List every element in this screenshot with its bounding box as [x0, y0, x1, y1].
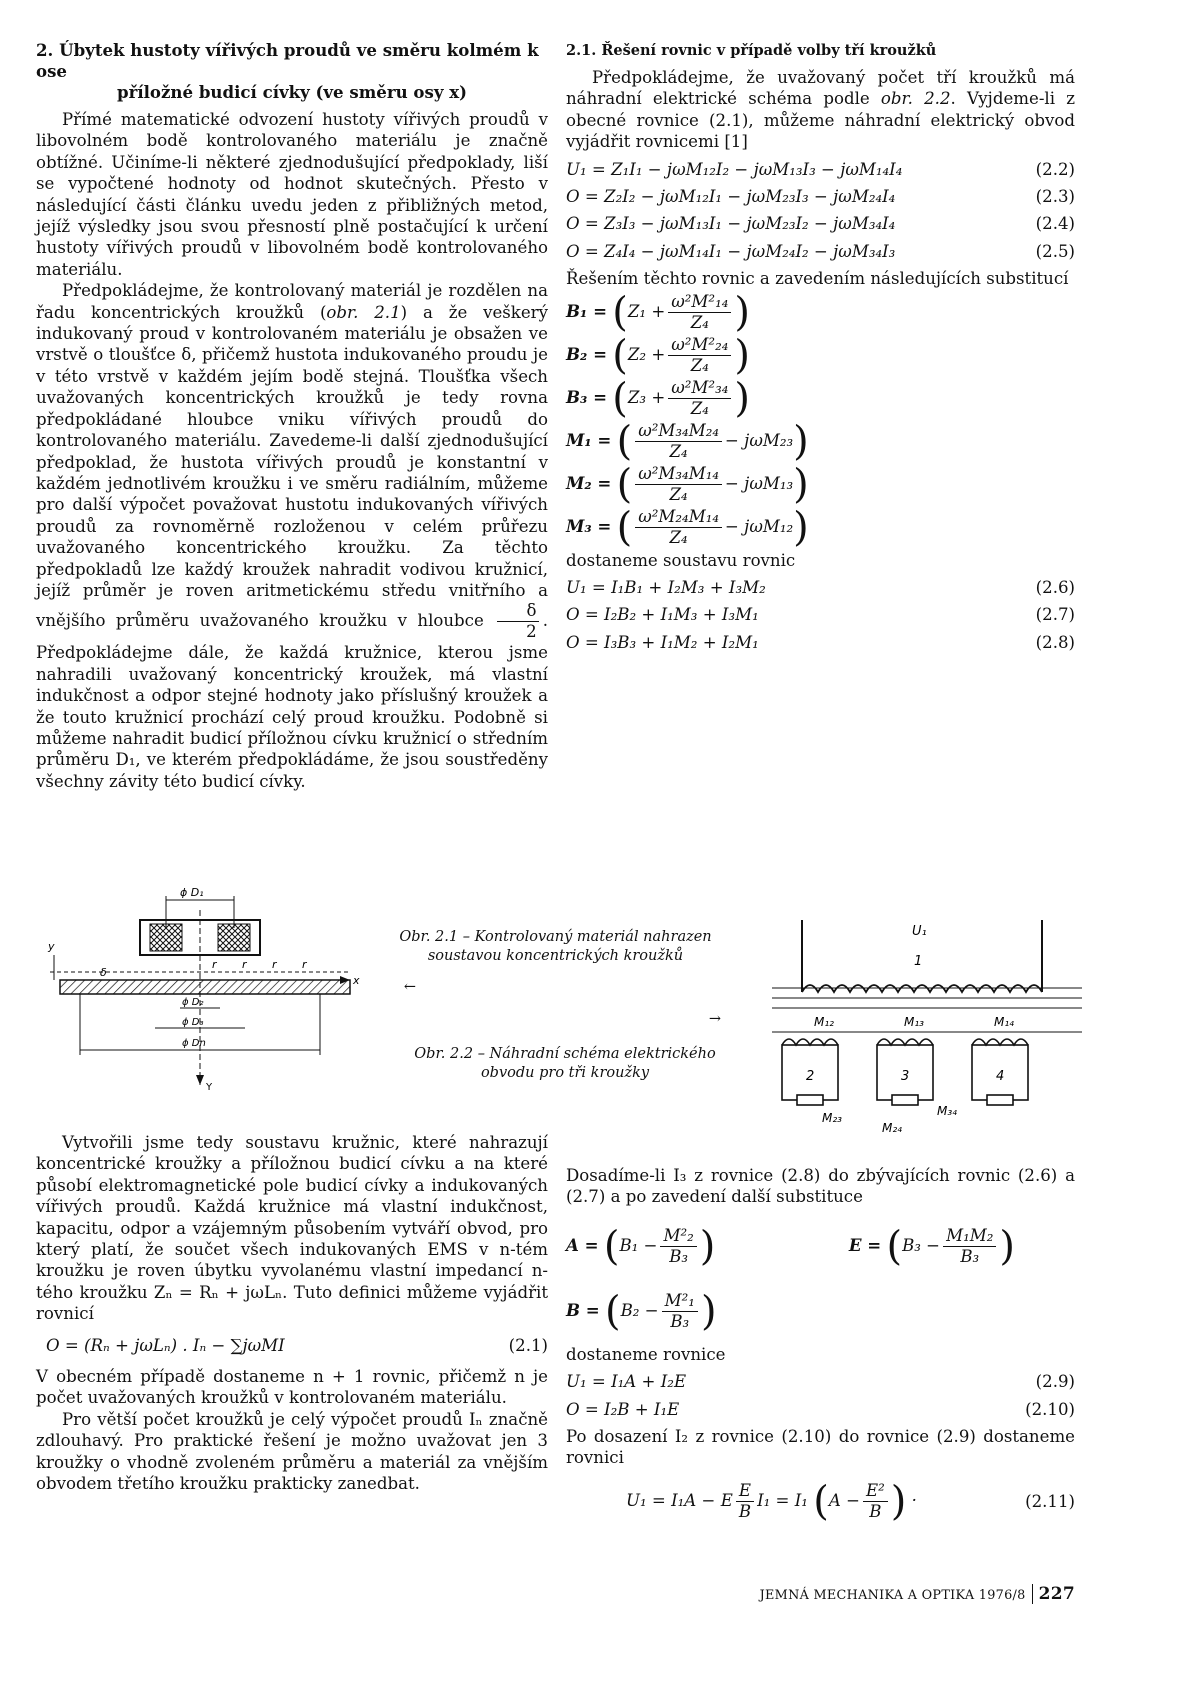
- substitution-a: A = (B₁ − $\frac{\text{M²₂}}{\text{B₃}}$ ): [566, 1223, 716, 1270]
- label-loop-4: 4: [996, 1069, 1005, 1084]
- paragraph-5: Pro větší počet kroužků je celý výpočet proudů Iₙ značně zdlouhavý. Pro praktické řešení je možno uvažovat jen 3 kroužky o vhodně zvoleném průměru a materiál za vnějším obvodem třetího kroužku prakticky zanedbat.: [36, 1409, 548, 1494]
- equation-row: U₁ = Z₁I₁ − jωM₁₂I₂ − jωM₁₃I₃ − jωM₁₄I₄ (2.2): [566, 159, 1075, 179]
- label-loop-2: 2: [806, 1069, 815, 1084]
- label-m24: M₂₄: [882, 1121, 902, 1135]
- paragraph-4: V obecném případě dostaneme n + 1 rovnic, přičemž n je počet uvažovaných kroužků v kontrolovaném materiálu.: [36, 1367, 548, 1408]
- substitution-row: B₂ = (Z₂ + $\frac{\text{ω²M²₂₄}}{\text{Z₄}}$ ): [566, 332, 750, 379]
- page-number: 227: [1032, 1584, 1075, 1604]
- substitution-e: E = (B₃ − $\frac{\text{M₁M₂}}{\text{B₃}}$ ): [848, 1223, 1015, 1270]
- equation-row: U₁ = I₁B₁ + I₂M₃ + I₃M₂ (2.6): [566, 578, 1075, 598]
- equation-2-11: U₁ = I₁A − E $\frac{E}{B}$ I₁ = I₁ (A − $\frac{\text{E²}}{B}$ ) · (2.11): [626, 1478, 1075, 1525]
- equation-row: O = Z₄I₄ − jωM₁₄I₁ − jωM₂₄I₂ − jωM₃₄I₃ (2.5): [566, 241, 1075, 261]
- label-m12: M₁₂: [814, 1015, 834, 1029]
- equation-row: U₁ = I₁A + I₂E (2.9): [566, 1372, 1075, 1392]
- label-m13: M₁₃: [904, 1015, 924, 1029]
- label-d1: ϕ D₁: [180, 886, 204, 899]
- label-y: Y: [206, 1082, 213, 1093]
- figure-2-2-diagram: [762, 910, 1092, 1135]
- label-r2: r: [242, 958, 247, 971]
- figure-2-1-arrow: ←: [403, 979, 417, 995]
- right-paragraph-6: Po dosazení I₂ z rovnice (2.10) do rovnice (2.9) dostaneme rovnici: [566, 1427, 1075, 1468]
- label-m23: M₂₃: [822, 1111, 842, 1125]
- label-u1: U₁: [912, 924, 927, 939]
- right-paragraph-2: Řešením těchto rovnic a zavedením následujících substitucí: [566, 269, 1069, 289]
- equations-2-2-to-2-5: [566, 159, 1075, 263]
- right-column: [566, 40, 1075, 659]
- substitution-a-e: [566, 1214, 1075, 1279]
- journal-name: JEMNÁ MECHANIKA A OPTIKA 1976/8: [759, 1588, 1026, 1603]
- label-m34: M₃₄: [937, 1104, 957, 1118]
- section-heading-line2: příložné budicí cívky (ve směru osy x): [116, 82, 467, 102]
- section-heading-line1: 2. Úbytek hustoty vířivých proudů ve směru kolmém k ose: [36, 40, 539, 81]
- equation-row: O = I₃B₃ + I₁M₂ + I₂M₁ (2.8): [566, 632, 1075, 652]
- label-dn: ϕ Dn: [182, 1038, 206, 1049]
- substitution-row: B₃ = (Z₃ + $\frac{\text{ω²M²₃₄}}{\text{Z₄}}$ ): [566, 375, 750, 422]
- label-m14: M₁₄: [994, 1015, 1014, 1029]
- label-y-left: y: [48, 940, 55, 953]
- substitution-row: M₂ = ( $\frac{\text{ω²M₃₄M₁₄}}{\text{Z₄}}$ − jωM₁₃): [566, 461, 809, 508]
- figure-2-1-diagram: [40, 880, 370, 1095]
- label-r4: r: [302, 958, 307, 971]
- figure-ref-2-1: obr. 2.1: [326, 302, 401, 322]
- label-x: x: [353, 974, 360, 987]
- delta-half-fraction: $\frac{\delta}{2}$: [497, 601, 540, 642]
- label-r1: r: [212, 958, 217, 971]
- page-footer: [760, 1584, 1075, 1604]
- figure-ref-2-2: obr. 2.2: [880, 89, 951, 109]
- right-column-bottom: [566, 1165, 1075, 1534]
- figure-2-1-caption: Obr. 2.1 – Kontrolovaný materiál nahrazen soustavou koncentrických kroužků: [399, 929, 712, 964]
- equations-2-9-to-2-10: [566, 1371, 1075, 1420]
- left-column: [36, 40, 548, 792]
- substitution-row: B₁ = (Z₁ + $\frac{\text{ω²M²₁₄}}{\text{Z₄}}$ ): [566, 289, 750, 336]
- label-delta: δ: [100, 966, 107, 979]
- paragraph-3: Vytvořili jsme tedy soustavu kružnic, které nahrazují koncentrické kroužky a příložnou budicí cívku a na které působí elektromagnetické pole budicí cívky a indukovaných vířivých proudů. Každá kružnice má vlastní indukčnost, kapacitu, odpor a vzájemným působením vytváří obvod, pro který platí, že součet všech indukovaných EMS v n-tém kroužku je roven úbytku vyvolanému vlastní impedancí n-tého kroužku Zₙ = Rₙ + jωLₙ. Tuto definici můžeme vyjádřit rovnicí: [36, 1133, 548, 1324]
- equation-row: O = I₂B₂ + I₁M₃ + I₃M₁ (2.7): [566, 605, 1075, 625]
- label-d3: ϕ D₃: [182, 1017, 204, 1028]
- equation-row: O = Z₃I₃ − jωM₁₃I₁ − jωM₂₃I₂ − jωM₃₄I₄ (2.4): [566, 214, 1075, 234]
- equation-2-1: O = (Rₙ + jωLₙ) . Iₙ − ∑jωMI (2.1): [46, 1335, 548, 1355]
- label-r3: r: [272, 958, 277, 971]
- paragraph-2: Předpokládejme, že kontrolovaný materiál je rozdělen na řadu koncentrických kroužků (obr. 2.1) a že veškerý indukovaný proud v kontrolovaném materiálu je obsažen ve vrstvě o tloušťce δ, přičemž hustota indukovaného proudu je v této vrstvě v každém jejím bodě stejná. Tloušťka všech uvažovaných koncentrických kroužků je tedy rovna předpokládané hloubce vniku vířivých proudů do kontrolovaného materiálu. Zavedeme-li další zjednodušující předpoklad, že hustota vířivých proudů je konstantní v každém jednotlivém kroužku i ve směru radiálním, můžeme pro další výpočet považovat hustotu indukovaných vířivých proudů za rovnoměrně rozloženou v celém průřezu uvažovaného koncentrického kroužku. Za těchto předpokladů lze každý kroužek nahradit vodivou kružnicí, jejíž průměr je roven aritmetickému středu vnitřního a vnějšího průměru uvažovaného kroužku v hloubce $\frac{\delta}{2}$ . Předpokládejme dále, že každá kružnice, kterou jsme nahradili uvažovaný koncentrický kroužek, má vlastní indukčnost a odpor stejné hodnoty jako příslušný kroužek a že touto kružnicí prochází celý proud kroužku. Podobně si můžeme nahradit budicí příložnou cívku kružnicí o středním průměru D₁, ve kterém předpokládáme, že jsou soustředěny všechny závity této budicí cívky.: [36, 281, 548, 791]
- equations-2-6-to-2-8: [566, 577, 1075, 653]
- substitutions: [566, 289, 1075, 551]
- label-loop-3: 3: [901, 1069, 910, 1084]
- right-paragraph-4: Dosadíme-li I₃ z rovnice (2.8) do zbývajících rovnic (2.6) a (2.7) a po zavedení další substituce: [566, 1166, 1075, 1207]
- right-paragraph-5: dostaneme rovnice: [566, 1344, 726, 1364]
- equation-row: O = I₂B + I₁E (2.10): [566, 1399, 1075, 1419]
- figure-2-2-caption: Obr. 2.2 – Náhradní schéma elektrického obvodu pro tři kroužky: [414, 1046, 716, 1081]
- subsection-heading: 2.1. Řešení rovnic v případě volby tří kroužků: [566, 42, 937, 59]
- label-d2: ϕ D₂: [182, 997, 204, 1008]
- substitution-row: M₁ = ( $\frac{\text{ω²M₃₄M₂₄}}{\text{Z₄}}$ − jωM₂₃): [566, 418, 809, 465]
- right-paragraph-1: Předpokládejme, že uvažovaný počet tří kroužků má náhradní elektrické schéma podle obr. 2.2. Vyjdeme-li z obecné rovnice (2.1), můžeme náhradní elektrický obvod vyjádřit rovnicemi [1]: [566, 68, 1075, 152]
- left-column-bottom: [36, 1132, 548, 1495]
- paragraph-1: Přímé matematické odvození hustoty vířivých proudů v libovolném bodě kontrolovaného materiálu je značně obtížné. Učiníme-li některé zjednodušující předpoklady, liší se vypočtené hodnoty od hodnot skutečných. Přesto v následující části článku uvedu jeden z přibližných metod, jejíž výsledky jsou svou přesností plně postačující k určení hustoty vířivých proudů v libovolném bodě kontrolovaného materiálu.: [36, 110, 548, 279]
- equation-row: O = Z₂I₂ − jωM₁₂I₁ − jωM₂₃I₃ − jωM₂₄I₄ (2.3): [566, 187, 1075, 207]
- substitution-row: M₃ = ( $\frac{\text{ω²M₂₄M₁₄}}{\text{Z₄}}$ − jωM₁₂): [566, 504, 809, 551]
- label-coil-1: 1: [914, 954, 923, 969]
- right-paragraph-3: dostaneme soustavu rovnic: [566, 550, 796, 570]
- substitution-b: B = (B₂ − $\frac{\text{M²₁}}{\text{B₃}}$ ): [566, 1288, 717, 1335]
- figure-2-2-arrow: →: [708, 1011, 722, 1027]
